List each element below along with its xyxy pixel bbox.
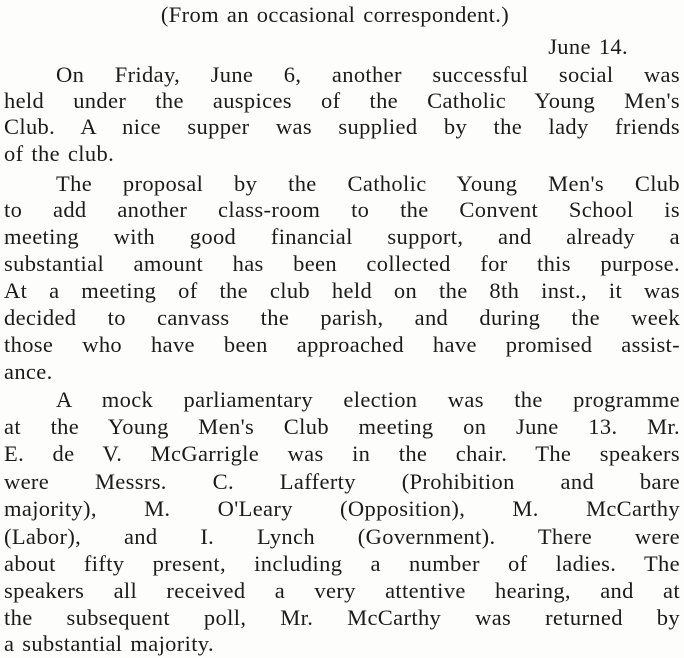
paragraph-2-line-5: At a meeting of the club held on the 8th inst., it was	[4, 278, 680, 303]
paragraph-1-line-4: of the club.	[4, 141, 115, 166]
paragraph-2-line-2: to add another class-room to the Convent School is	[4, 197, 680, 222]
paragraph-3-line-1: A mock parliamentary election was the programme	[56, 387, 680, 412]
paragraph-1-line-2: held under the auspices of the Catholic Young Men's	[4, 88, 680, 113]
paragraph-2-line-6: decided to canvass the parish, and during the week	[4, 305, 680, 330]
paragraph-2-line-1: The proposal by the Catholic Young Men's Club	[56, 171, 680, 196]
paragraph-3-line-10: a substantial majority.	[4, 631, 214, 656]
paragraph-1-line-1: On Friday, June 6, another successful social was	[56, 62, 680, 87]
paragraph-2-line-7: those who have been approached have promised assist-	[4, 332, 680, 357]
paragraph-3-line-4: were Messrs. C. Lafferty (Prohibition and bare	[4, 469, 680, 494]
paragraph-3-line-8: speakers all received a very attentive hearing, and at	[4, 578, 680, 603]
paragraph-3-line-7: about fifty present, including a number of ladies. The	[4, 551, 680, 576]
paragraph-2-line-4: substantial amount has been collected for this purpose.	[4, 251, 680, 276]
dateline: June 14.	[548, 34, 628, 59]
byline: (From an occasional correspondent.)	[160, 2, 510, 27]
paragraph-3-line-5: majority), M. O'Leary (Opposition), M. McCarthy	[4, 496, 680, 521]
paragraph-2-line-3: meeting with good financial support, and already a	[4, 224, 680, 249]
paragraph-3-line-9: the subsequent poll, Mr. McCarthy was returned by	[4, 605, 680, 630]
paragraph-2-line-8: ance.	[4, 359, 53, 384]
paragraph-3-line-6: (Labor), and I. Lynch (Government). There were	[4, 524, 680, 549]
paragraph-1-line-3: Club. A nice supper was supplied by the lady friends	[4, 114, 680, 139]
paragraph-3-line-2: at the Young Men's Club meeting on June 13. Mr.	[4, 414, 680, 439]
paragraph-3-line-3: E. de V. McGarrigle was in the chair. The speakers	[4, 441, 680, 466]
